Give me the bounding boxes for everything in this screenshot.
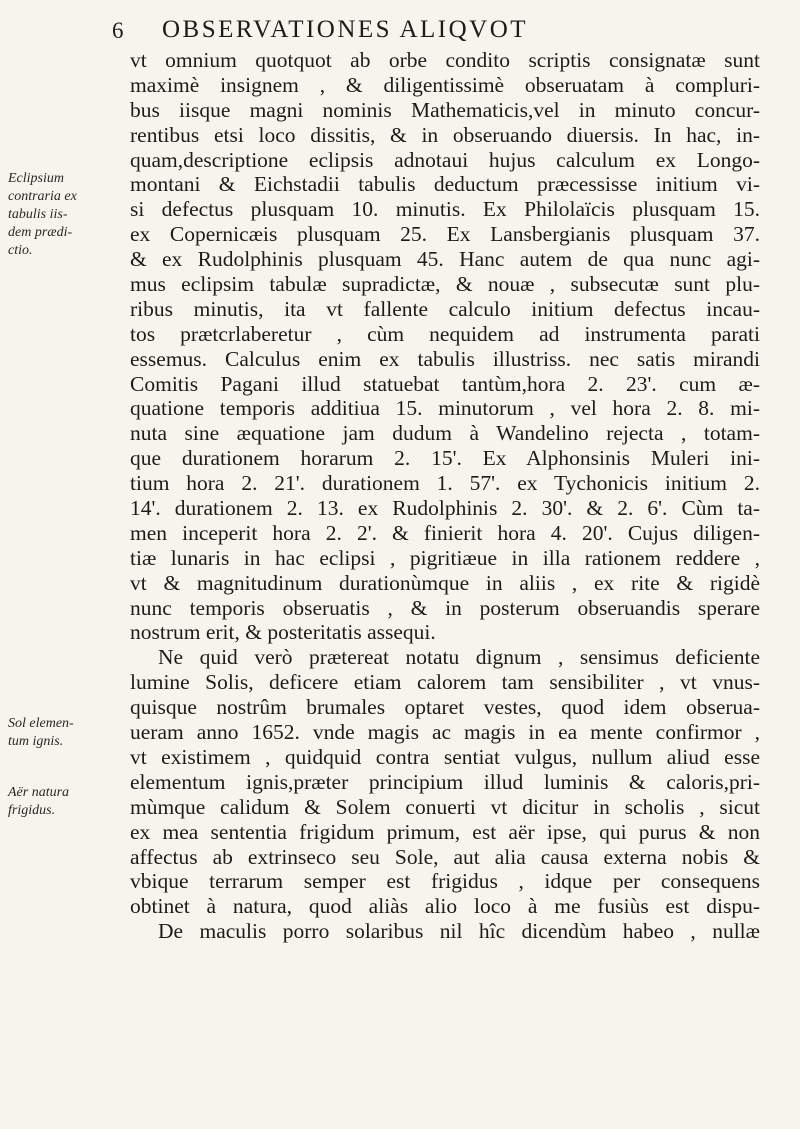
margin-note-line: contraria ex <box>8 189 77 204</box>
text-line: quam,descriptione eclipsis adnotaui hujus calculum ex Longo- <box>130 147 760 172</box>
page-header <box>0 10 800 50</box>
text-line: tium hora 2. 21'. durationem 1. 57'. ex Tychonicis initium 2. <box>130 471 760 496</box>
margin-note-line: Sol elemen- <box>8 716 74 731</box>
text-line: elementum ignis,præter principium illud luminis & caloris,pri- <box>130 769 760 794</box>
page-number: 6 <box>112 18 124 43</box>
text-line: & ex Rudolphinis plusquam 45. Hanc autem de qua nunc agi- <box>130 247 760 272</box>
margin-note-line: dem prædi- <box>8 225 73 240</box>
margin-note-eclipse <box>8 170 120 260</box>
text-line: mus eclipsim tabulæ supradictæ, & nouæ , subsecutæ sunt plu- <box>130 272 760 297</box>
text-line: vt & magnitudinum durationùmque in aliis , ex rite & rigidè <box>130 570 760 595</box>
text-line: maximè insignem , & diligentissimè obseruatam à compluri- <box>130 72 760 97</box>
margin-note-line: ctio. <box>8 243 33 258</box>
text-line: obtinet à natura, quod aliàs alio loco à me fusiùs est dispu- <box>130 894 760 919</box>
text-line: lumine Solis, deficere etiam calorem tam sensibiliter , vt vnus- <box>130 670 760 695</box>
text-line: ex mea sententia frigidum primum, est aër ipse, qui purus & non <box>130 819 760 844</box>
body-text <box>130 48 760 944</box>
text-line: ueram anno 1652. vnde magis ac magis in ea mente confirmor , <box>130 720 760 745</box>
text-line: si defectus plusquam 10. minutis. Ex Philolaïcis plusquam 15. <box>130 197 760 222</box>
text-line: Ne quid verò prætereat notatu dignum , sensimus deficiente <box>158 645 760 670</box>
text-line: Comitis Pagani illud statuebat tantùm,hora 2. 23'. cum æ- <box>130 371 760 396</box>
text-line: bus iisque magni nominis Mathematicis,vel in minuto concur- <box>130 97 760 122</box>
text-line: affectus ab extrinseco seu Sole, aut alia causa externa nobis & <box>130 844 760 869</box>
text-line: tos prætcrlaberetur , cùm nequidem ad instrumenta parati <box>130 321 760 346</box>
margin-note-line: frigidus. <box>8 803 56 818</box>
text-line: vt omnium quotquot ab orbe condito scriptis consignatæ sunt <box>130 48 760 72</box>
text-line: essemus. Calculus enim ex tabulis illustriss. nec satis mirandi <box>130 346 760 371</box>
text-line: mùmque calidum & Solem conuerti vt dicitur in scholis , sicut <box>130 794 760 819</box>
margin-note-line: tabulis iis- <box>8 207 68 222</box>
text-line: quisque nostrûm brumales optaret vestes, quod idem obserua- <box>130 695 760 720</box>
margin-note-line: Eclipsium <box>8 171 64 186</box>
text-line: 14'. durationem 2. 13. ex Rudolphinis 2. 30'. & 2. 6'. Cùm ta- <box>130 496 760 521</box>
text-line: que durationem horarum 2. 15'. Ex Alphonsinis Muleri ini- <box>130 446 760 471</box>
text-line: ribus minutis, ita vt fallente calculo initium defectus incau- <box>130 296 760 321</box>
text-line: De maculis porro solaribus nil hîc dicendùm habeo , nullæ <box>158 919 760 944</box>
text-line: vt existimem , quidquid contra sentiat vulgus, nullum aliud esse <box>130 744 760 769</box>
margin-note-line: Aër natura <box>8 785 70 800</box>
running-head: OBSERVATIONES ALIQVOT <box>162 16 529 43</box>
margin-note-aer <box>8 784 120 820</box>
text-line: montani & Eichstadii tabulis deductum præcessisse initium vi- <box>130 172 760 197</box>
text-line: nunc temporis obseruatis , & in posterum obseruandis sperare <box>130 595 760 620</box>
text-line: nuta sine æquatione jam dudum à Wandelino rejecta , totam- <box>130 421 760 446</box>
text-line: tiæ lunaris in hac eclipsi , pigritiæue in illa rationem reddere , <box>130 545 760 570</box>
text-line: nostrum erit, & posteritatis assequi. <box>130 620 436 645</box>
margin-note-sol <box>8 715 120 751</box>
text-line: rentibus etsi loco dissitis, & in obseruando diuersis. In hac, in- <box>130 122 760 147</box>
margin-note-line: tum ignis. <box>8 734 64 749</box>
text-line: vbique terrarum semper est frigidus , idque per consequens <box>130 869 760 894</box>
text-line: men inceperit hora 2. 2'. & finierit hora 4. 20'. Cujus diligen- <box>130 520 760 545</box>
text-line: ex Copernicæis plusquam 25. Ex Lansbergianis plusquam 37. <box>130 222 760 247</box>
text-line: quatione temporis additiua 15. minutorum , vel hora 2. 8. mi- <box>130 396 760 421</box>
